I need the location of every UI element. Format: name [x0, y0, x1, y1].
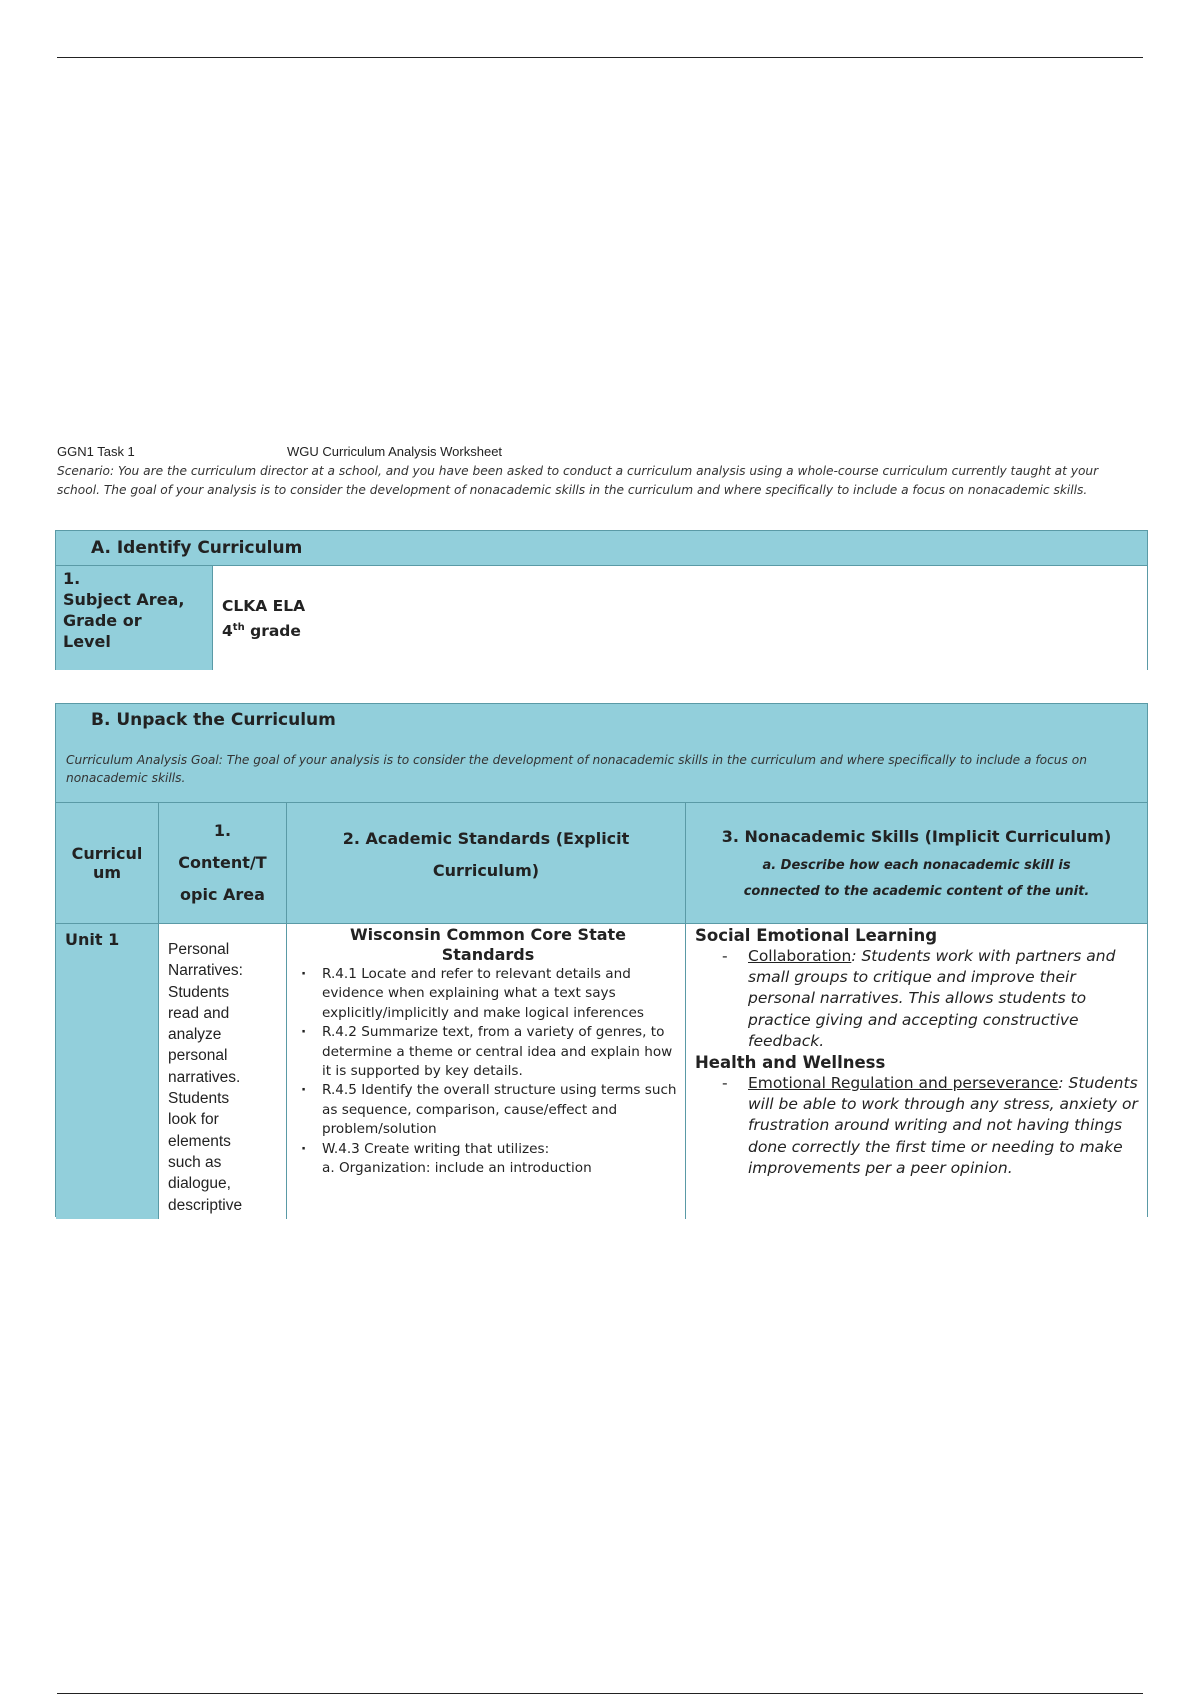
bottom-rule	[57, 1693, 1143, 1694]
section-b-header	[56, 704, 1147, 803]
identify-curriculum-section	[55, 530, 1148, 670]
academic-standards-cell	[287, 924, 686, 1219]
standard-item: · R.4.1 Locate and refer to relevant details and evidence when explaining what a text says explicitly/implicitly and make logical inferences	[297, 965, 679, 1023]
unit-label: Unit 1	[56, 924, 159, 1219]
standard-subitem: a. Organization: include an introduction	[322, 1160, 592, 1177]
header-academic-standards: 2. Academic Standards (Explicit Curriculum)	[287, 803, 686, 923]
subject-area-label: 1. Subject Area, Grade or Level	[56, 566, 213, 670]
table-header-row	[56, 803, 1147, 924]
worksheet-title: WGU Curriculum Analysis Worksheet	[287, 444, 503, 459]
header-nonacademic-skills: 3. Nonacademic Skills (Implicit Curriculum) a. Describe how each nonacademic skill is connected to the academic content of the unit.	[686, 803, 1147, 923]
table-row	[56, 924, 1147, 1219]
content-topic-cell: Personal Narratives: Students read and analyze personal narratives. Students look for elements such as dialogue, descriptive	[159, 924, 287, 1219]
sel-heading: Social Emotional Learning	[695, 926, 938, 945]
standard-item: · W.4.3 Create writing that utilizes:	[297, 1140, 679, 1159]
scenario-text: Scenario: You are the curriculum director at a school, and you have been asked to conduct a curriculum analysis using a whole-course curriculum currently taught at your school. The goal of your analysis is to consider the development of nonacademic skills in the curriculum and where specifically to include a focus on nonacademic skills.	[57, 464, 1099, 497]
standard-item: · R.4.5 Identify the overall structure using terms such as sequence, comparison, cause/effect and problem/solution	[297, 1081, 679, 1139]
section-b-title: B. Unpack the Curriculum	[91, 710, 336, 730]
section-a-title: A. Identify Curriculum	[56, 531, 1147, 566]
unpack-curriculum-section	[55, 703, 1148, 1217]
task-label: GGN1 Task 1	[57, 444, 135, 459]
standard-item: · R.4.2 Summarize text, from a variety of genres, to determine a theme or central idea and explain how it is supported by key details.	[297, 1023, 679, 1081]
grade-level: 4th grade	[222, 622, 301, 641]
nonacademic-skills-cell	[686, 924, 1147, 1219]
header-nonacademic-sub: a. Describe how each nonacademic skill is connected to the academic content of the unit.	[743, 858, 1090, 899]
standards-list	[297, 965, 679, 1178]
course-name: CLKA ELA	[222, 597, 306, 615]
emotional-regulation-item: - Emotional Regulation and perseverance: Students will be able to work through any stress, anxiety or frustration around writing and not having things done correctly the first time or needing to make improvements per a peer opinion.	[695, 1073, 1139, 1179]
top-rule	[57, 57, 1143, 58]
standards-heading: Wisconsin Common Core State Standards	[349, 925, 627, 964]
analysis-goal: Curriculum Analysis Goal: The goal of your analysis is to consider the development of nonacademic skills in the curriculum and where specifically to include a focus on nonacademic skills.	[66, 753, 1087, 785]
health-wellness-heading: Health and Wellness	[695, 1053, 886, 1073]
subject-area-value	[213, 566, 1147, 670]
page-header	[57, 444, 503, 459]
collaboration-item: - Collaboration: Students work with partners and small groups to critique and improve their personal narratives. This allows students to practice giving and accepting constructive feedback.	[695, 946, 1139, 1052]
header-content-topic: 1. Content/T opic Area	[159, 803, 287, 923]
header-curriculum: Curricul um	[56, 803, 159, 923]
